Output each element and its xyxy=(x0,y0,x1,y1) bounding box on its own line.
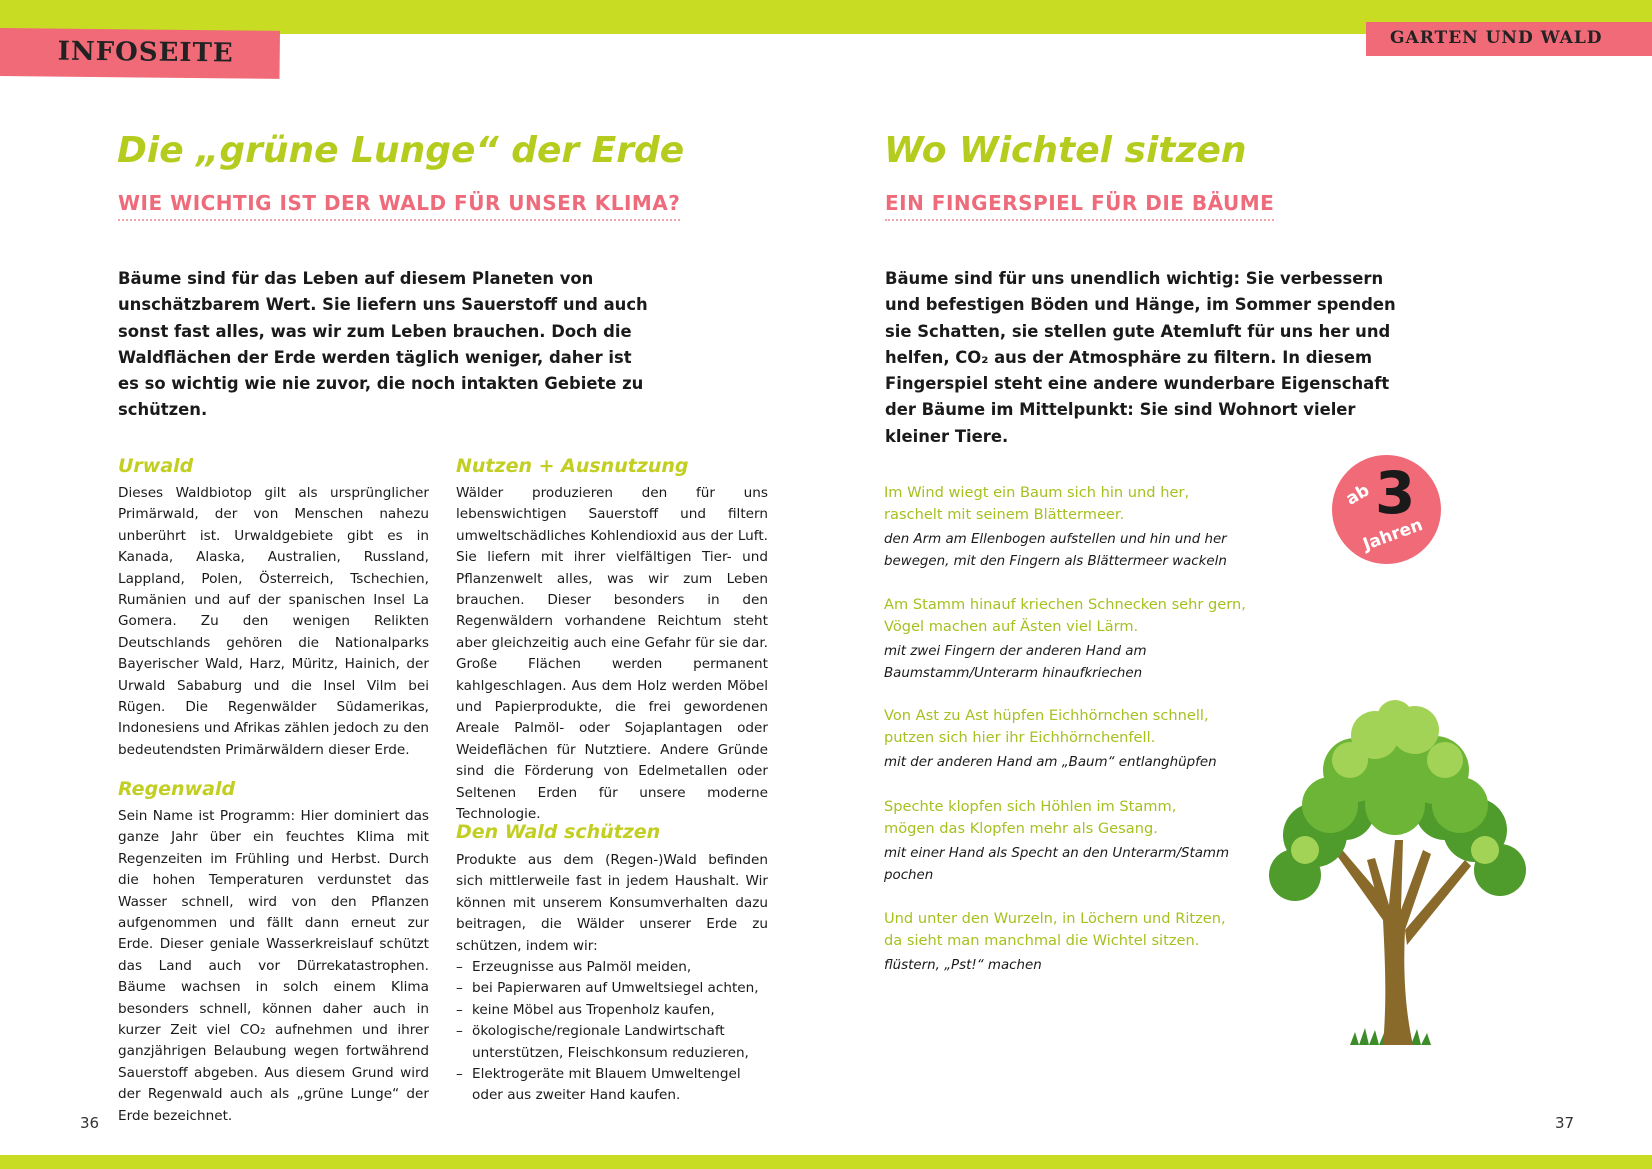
right-page-title: Wo Wichtel sitzen xyxy=(884,130,1247,171)
nutzen-text: Wälder produzieren den für uns lebenswichtigen Sauerstoff und filtern umweltschädliches Kohlendioxid aus der Luft. Sie liefern mit ihrer vielfältigen Tier- und Pflanzenwelt alles, was wir zum Leben brauchen. Dieser besonders in den Regenwäldern vorhandene Reichtum steht aber gleichzeitig auch eine Gefahr für sie dar. Große Flächen werden permanent kahlgeschlagen. Aus dem Holz werden Möbel und Papierprodukte, die frei gewordenen Areale Palmöl- oder Sojaplantagen oder Weideflächen für Nutztiere. Andere Gründe sind die Förderung von Edelmetallen oder Seltenen Erden für unsere moderne Technologie. xyxy=(456,485,768,823)
age-badge-number: 3 xyxy=(1375,459,1416,527)
category-label: GARTEN UND WALD xyxy=(1390,28,1603,48)
verse-text: Spechte klopfen sich Höhlen im Stamm, mögen das Klopfen mehr als Gesang. xyxy=(884,798,1177,837)
verse-1 xyxy=(884,482,1264,572)
verse-instruction: den Arm am Ellenbogen aufstellen und hin und her bewegen, mit den Fingern als Blättermeer wackeln xyxy=(884,532,1227,569)
tree-illustration xyxy=(1255,700,1535,1052)
regenwald-text: Sein Name ist Programm: Hier dominiert das ganze Jahr über ein feuchtes Klima mit Regenzeiten im Frühling und Herbst. Durch die hohen Temperaturen verdunstet das Wasser schnell, wird von den Pflanzen aufgenommen und fällt dann erneut zur Erde. Dieser geniale Wasserkreislauf schützt das Land auch vor Dürrekatastrophen. Bäume wachsen in solch einem Klima besonders schnell, können daher auch in kurzer Zeit viel CO₂ aufnehmen und ihrer ganzjährigen Belaubung wegen fortwährend Sauerstoff abgeben. Aus diesem Grund wird der Regenwald auch als „grüne Lunge“ der Erde bezeichnet. xyxy=(118,808,429,1124)
right-lead-paragraph: Bäume sind für uns unendlich wichtig: Sie verbessern und befestigen Böden und Hänge, im Sommer spenden sie Schatten, sie stellen gute Atemluft für uns her und helfen, CO₂ aus der Atmosphäre zu filtern. In diesem Fingerspiel steht eine andere wunderbare Eigenschaft der Bäume im Mittelpunkt: Sie sind Wohnort vieler kleiner Tiere. xyxy=(885,269,1396,446)
schuetzen-list xyxy=(456,957,768,1107)
nutzen-heading: Nutzen + Ausnutzung xyxy=(456,455,689,477)
schuetzen-heading: Den Wald schützen xyxy=(456,821,661,843)
verse-instruction: mit zwei Fingern der anderen Hand am Baumstamm/Unterarm hinaufkriechen xyxy=(884,644,1147,681)
list-item: – bei Papierwaren auf Umweltsiegel achten, xyxy=(456,978,768,999)
verse-instruction: mit einer Hand als Specht an den Unterarm/Stamm pochen xyxy=(884,846,1230,883)
regenwald-heading: Regenwald xyxy=(118,778,236,800)
verse-instruction: mit der anderen Hand am „Baum“ entlanghüpfen xyxy=(884,755,1217,770)
verse-2 xyxy=(884,594,1264,684)
urwald-heading: Urwald xyxy=(118,455,194,477)
age-badge-suffix: Jahren xyxy=(1360,515,1426,555)
urwald-text: Dieses Waldbiotop gilt als ursprünglicher Primärwald, der von Menschen nahezu unberührt ist. Urwaldgebiete gibt es in Kanada, Alaska, Australien, Russland, Lappland, Polen, Österreich, Tschechien, Rumänien und auf der spanischen Insel La Gomera. Zu den wenigen Relikten Deutschlands gehören die Nationalparks Bayerischer Wald, Harz, Müritz, Hainich, der Urwald Sababurg und die Insel Vilm bei Rügen. Die Regenwälder Südamerikas, Indonesiens und Afrikas zählen jedoch zu den bedeutendsten Primärwäldern dieser Erde. xyxy=(118,485,429,758)
age-badge xyxy=(1332,455,1441,564)
bottom-decor-bar xyxy=(0,1155,1652,1169)
right-page-subtitle: EIN FINGERSPIEL FÜR DIE BÄUME xyxy=(885,191,1274,221)
page-number-right: 37 xyxy=(1555,1114,1575,1132)
verse-instruction: flüstern, „Pst!“ machen xyxy=(884,958,1042,973)
left-lead-paragraph: Bäume sind für das Leben auf diesem Planeten von unschätzbarem Wert. Sie liefern uns Sauerstoff und auch sonst fast alles, was wir zum Leben brauchen. Doch die Waldflächen der Erde werden täglich weniger, daher ist es so wichtig wie nie zuvor, die noch intakten Gebiete zu schützen. xyxy=(118,269,648,420)
age-badge-prefix: ab xyxy=(1342,480,1374,510)
list-item: – Elektrogeräte mit Blauem Umweltengel oder aus zweiter Hand kaufen. xyxy=(456,1064,768,1107)
verse-text: Von Ast zu Ast hüpfen Eichhörnchen schnell, putzen sich hier ihr Eichhörnchenfell. xyxy=(884,707,1209,746)
left-page-title: Die „grüne Lunge“ der Erde xyxy=(117,130,685,171)
verse-text: Am Stamm hinauf kriechen Schnecken sehr gern, Vögel machen auf Ästen viel Lärm. xyxy=(884,596,1246,635)
verse-4 xyxy=(884,796,1264,886)
list-item: – ökologische/regionale Landwirtschaft unterstützen, Fleischkonsum reduzieren, xyxy=(456,1021,768,1064)
infoseite-label: INFOSEITE xyxy=(57,36,234,69)
list-item: – Erzeugnisse aus Palmöl meiden, xyxy=(456,957,768,978)
infoseite-tag xyxy=(0,28,280,79)
verse-text: Und unter den Wurzeln, in Löchern und Ritzen, da sieht man manchmal die Wichtel sitzen. xyxy=(884,910,1226,949)
verse-5 xyxy=(884,908,1264,977)
schuetzen-text: Produkte aus dem (Regen-)Wald befinden sich mittlerweile fast in jedem Haushalt. Wir können mit unserem Konsumverhalten dazu beitragen, die Wälder unserer Erde zu schützen, indem wir: xyxy=(456,852,768,954)
list-item: – keine Möbel aus Tropenholz kaufen, xyxy=(456,1000,768,1021)
verse-text: Im Wind wiegt ein Baum sich hin und her, raschelt mit seinem Blättermeer. xyxy=(884,484,1190,523)
page-number-left: 36 xyxy=(80,1114,100,1132)
category-tag xyxy=(1366,22,1652,56)
left-page-subtitle: WIE WICHTIG IST DER WALD FÜR UNSER KLIMA? xyxy=(118,191,680,221)
verse-3 xyxy=(884,705,1264,774)
